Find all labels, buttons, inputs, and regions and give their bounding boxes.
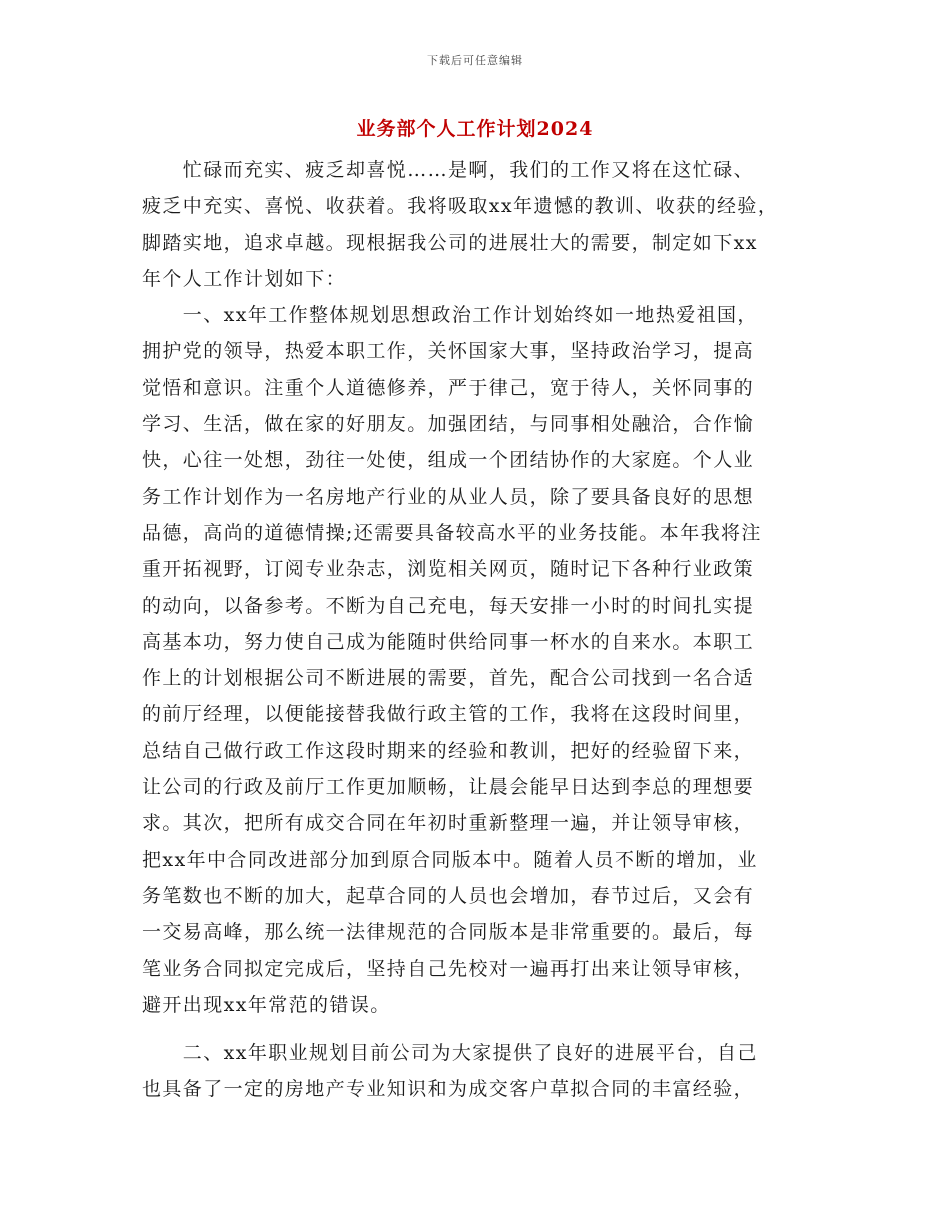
text-line: 务工作计划作为一名房地产行业的从业人员，除了要具备良好的思想 bbox=[142, 485, 755, 508]
document-body bbox=[142, 152, 810, 1108]
text-line: 的动向，以备参考。不断为自己充电，每天安排一小时的时间扎实提 bbox=[142, 594, 755, 617]
text-line: 务笔数也不断的加大，起草合同的人员也会增加，春节过后，又会有 bbox=[142, 884, 755, 907]
paragraph-section-one bbox=[142, 297, 810, 1023]
text-line: 作上的计划根据公司不断进展的需要，首先，配合公司找到一名合适 bbox=[142, 667, 755, 690]
text-line: 的前厅经理，以便能接替我做行政主管的工作，我将在这段时间里， bbox=[142, 703, 755, 726]
text-line: 脚踏实地，追求卓越。现根据我公司的进展壮大的需要，制定如下xx bbox=[142, 231, 758, 254]
text-line: 疲乏中充实、喜悦、收获着。我将吸取xx年遗憾的教训、收获的经验， bbox=[142, 195, 779, 218]
page-header: 下载后可任意编辑 bbox=[427, 54, 523, 67]
text-line: 学习、生活，做在家的好朋友。加强团结，与同事相处融洽，合作愉 bbox=[142, 413, 755, 436]
document-title: 业务部个人工作计划2024 bbox=[356, 118, 594, 140]
text-line: 高基本功，努力使自己成为能随时供给同事一杯水的自来水。本职工 bbox=[142, 630, 755, 653]
text-line: 笔业务合同拟定完成后，坚持自己先校对一遍再打出来让领导审核， bbox=[142, 957, 755, 980]
text-line: 总结自己做行政工作这段时期来的经验和教训，把好的经验留下来， bbox=[142, 739, 755, 762]
text-line: 一、xx年工作整体规划思想政治工作计划始终如一地热爱祖国， bbox=[142, 304, 758, 327]
text-line: 把xx年中合同改进部分加到原合同版本中。随着人员不断的增加，业 bbox=[142, 848, 758, 871]
text-line: 重开拓视野，订阅专业杂志，浏览相关网页，随时记下各种行业政策 bbox=[142, 558, 755, 581]
text-line: 一交易高峰，那么统一法律规范的合同版本是非常重要的。最后，每 bbox=[142, 921, 755, 944]
paragraph-intro bbox=[142, 152, 810, 297]
text-line: 求。其次，把所有成交合同在年初时重新整理一遍，并让领导审核， bbox=[142, 812, 755, 835]
text-line: 二、xx年职业规划目前公司为大家提供了良好的进展平台，自己 bbox=[142, 1042, 758, 1065]
text-line: 避开出现xx年常范的错误。 bbox=[142, 993, 391, 1016]
paragraph-section-two bbox=[142, 1035, 810, 1108]
text-line: 拥护党的领导，热爱本职工作，关怀国家大事，坚持政治学习，提高 bbox=[142, 340, 755, 363]
text-line: 快，心往一处想，劲往一处使，组成一个团结协作的大家庭。个人业 bbox=[142, 449, 755, 472]
text-line: 品德，高尚的道德情操;还需要具备较高水平的业务技能。本年我将注 bbox=[142, 521, 762, 544]
text-line: 忙碌而充实、疲乏却喜悦……是啊，我们的工作又将在这忙碌、 bbox=[142, 159, 755, 181]
text-line: 年个人工作计划如下： bbox=[142, 267, 347, 290]
text-line: 也具备了一定的房地产专业知识和为成交客户草拟合同的丰富经验， bbox=[142, 1078, 755, 1101]
text-line: 觉悟和意识。注重个人道德修养，严于律己，宽于待人，关怀同事的 bbox=[142, 376, 755, 399]
paragraph-gap bbox=[142, 1023, 810, 1035]
text-line: 让公司的行政及前厅工作更加顺畅，让晨会能早日达到李总的理想要 bbox=[142, 776, 755, 799]
